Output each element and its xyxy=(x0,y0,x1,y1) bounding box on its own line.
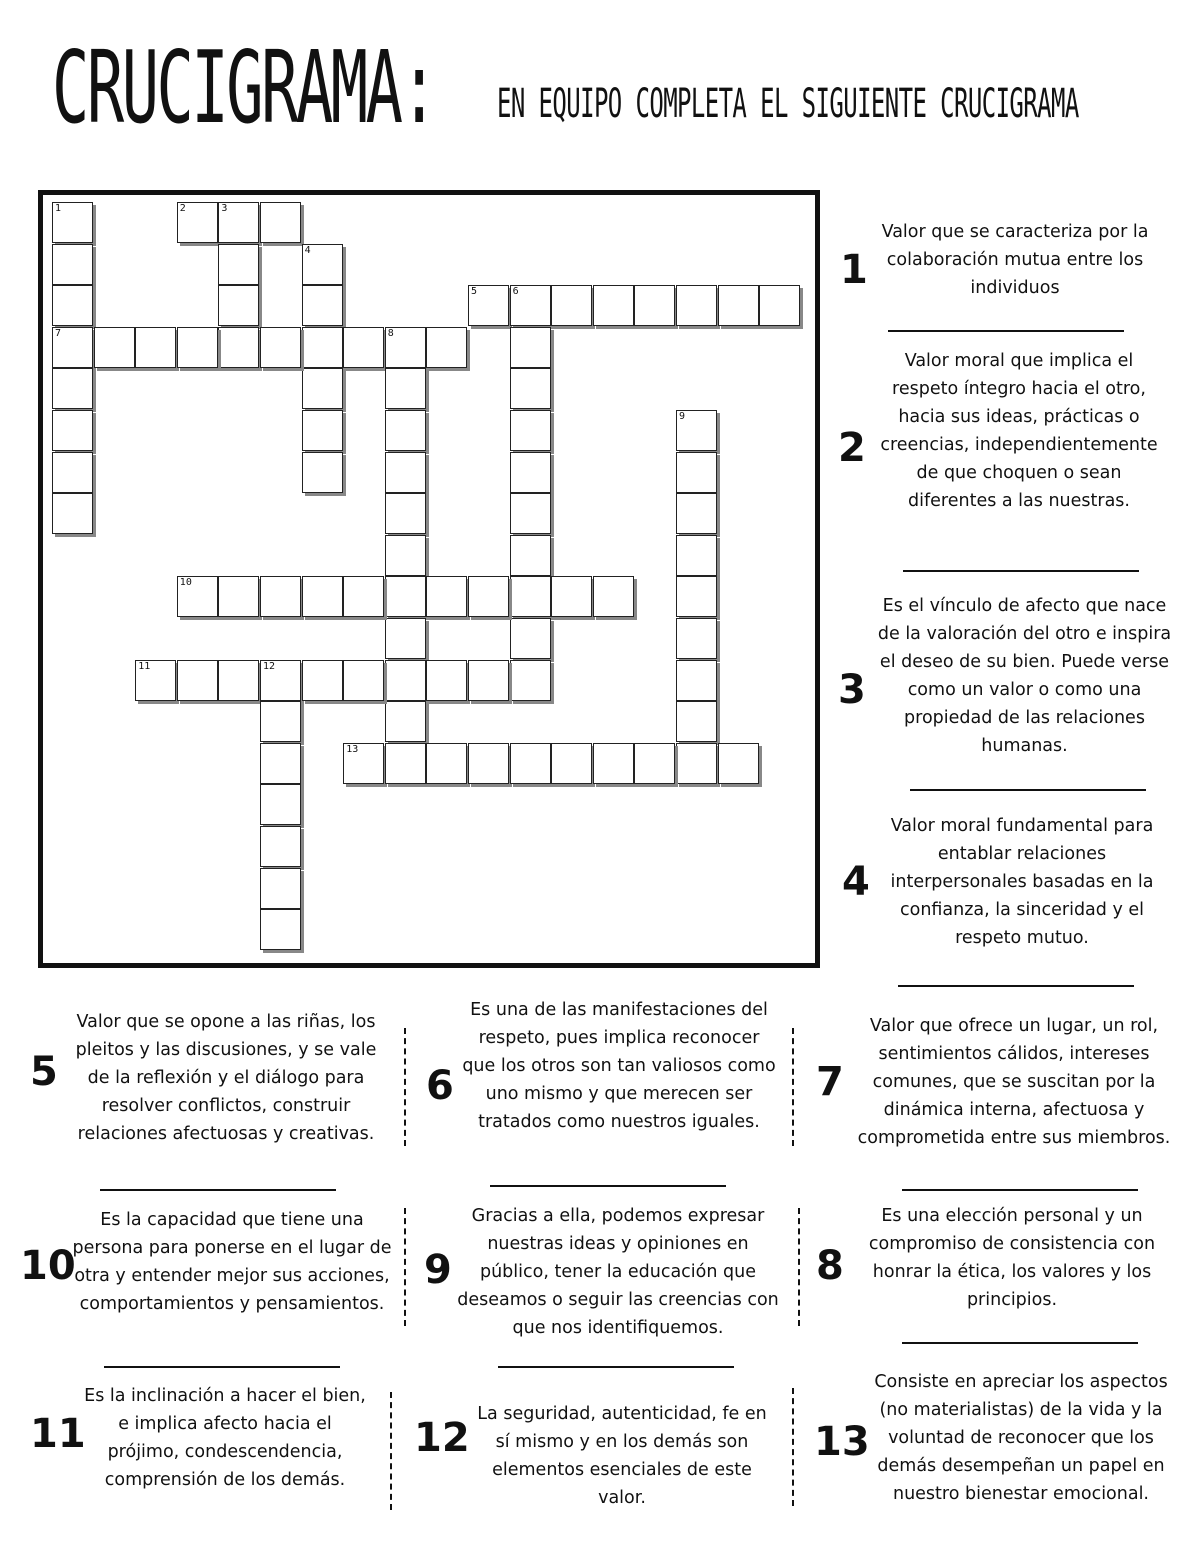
crossword-cell[interactable] xyxy=(343,327,384,368)
crossword-cell[interactable] xyxy=(218,202,259,243)
clue-number: 3 xyxy=(838,667,866,713)
clue-text: Valor moral fundamental para entablar relaciones interpersonales basadas en la confianza, la sinceridad y el respeto mutuo. xyxy=(890,816,1154,948)
crossword-cell[interactable] xyxy=(385,327,426,368)
crossword-cell[interactable] xyxy=(468,285,509,326)
crossword-cell[interactable] xyxy=(676,410,717,451)
crossword-cell[interactable] xyxy=(218,576,259,617)
crossword-cell[interactable] xyxy=(551,285,592,326)
crossword-cell[interactable] xyxy=(343,660,384,701)
crossword-cell[interactable] xyxy=(177,202,218,243)
crossword-cell[interactable] xyxy=(510,743,551,784)
clue-text: Es la capacidad que tiene una persona para ponerse en el lugar de otra y entender mejor sus acciones, comportamientos y pensamientos. xyxy=(72,1210,392,1314)
crossword-cell[interactable] xyxy=(676,618,717,659)
crossword-cell[interactable] xyxy=(52,493,93,534)
crossword-cell[interactable] xyxy=(52,410,93,451)
cell-number: 11 xyxy=(138,660,151,672)
answer-line[interactable] xyxy=(498,1366,734,1368)
crossword-cell[interactable] xyxy=(260,327,301,368)
clue-number: 9 xyxy=(424,1247,452,1293)
crossword-cell[interactable] xyxy=(385,701,426,742)
divider xyxy=(798,1208,800,1326)
clue-number: 13 xyxy=(814,1419,870,1465)
crossword-cell[interactable] xyxy=(510,618,551,659)
crossword-cell[interactable] xyxy=(260,576,301,617)
crossword-cell[interactable] xyxy=(302,452,343,493)
crossword-cell[interactable] xyxy=(385,743,426,784)
answer-line[interactable] xyxy=(902,1189,1138,1191)
crossword-cell[interactable] xyxy=(510,285,551,326)
crossword-cell[interactable] xyxy=(385,535,426,576)
divider xyxy=(404,1028,406,1146)
clue-number: 11 xyxy=(30,1411,86,1457)
crossword-cell[interactable] xyxy=(676,743,717,784)
clue-text: La seguridad, autenticidad, fe en sí mismo y en los demás son elementos esenciales de este valor. xyxy=(477,1404,767,1508)
crossword-cell[interactable] xyxy=(218,660,259,701)
crossword-cell[interactable] xyxy=(135,327,176,368)
answer-line[interactable] xyxy=(910,789,1146,791)
crossword-cell[interactable] xyxy=(593,576,634,617)
divider xyxy=(792,1388,794,1506)
crossword-cell[interactable] xyxy=(510,660,551,701)
crossword-cell[interactable] xyxy=(52,368,93,409)
crossword-cell[interactable] xyxy=(385,410,426,451)
cell-number: 10 xyxy=(179,577,192,589)
clue-text: Valor que ofrece un lugar, un rol, sentimientos cálidos, intereses comunes, que se suscitan por la dinámica interna, afectuosa y comprometida entre sus miembros. xyxy=(857,1016,1171,1148)
crossword-cell[interactable] xyxy=(676,535,717,576)
crossword-cell[interactable] xyxy=(676,285,717,326)
crossword-cell[interactable] xyxy=(634,285,675,326)
crossword-cell[interactable] xyxy=(218,244,259,285)
clue-text: Valor que se caracteriza por la colaboración mutua entre los individuos xyxy=(881,222,1149,298)
page-title: CRUCIGRAMA: xyxy=(52,29,436,146)
crossword-cell[interactable] xyxy=(385,452,426,493)
crossword-cell[interactable] xyxy=(302,285,343,326)
clue-number: 7 xyxy=(816,1059,844,1105)
crossword-cell[interactable] xyxy=(260,701,301,742)
crossword-cell[interactable] xyxy=(385,576,426,617)
answer-line[interactable] xyxy=(898,985,1134,987)
cell-number: 8 xyxy=(387,327,394,339)
answer-line[interactable] xyxy=(104,1366,340,1368)
clue-number: 4 xyxy=(842,859,870,905)
crossword-cell[interactable] xyxy=(302,410,343,451)
answer-line[interactable] xyxy=(100,1189,336,1191)
clue-number: 2 xyxy=(838,425,866,471)
crossword-cell[interactable] xyxy=(676,452,717,493)
divider xyxy=(404,1208,406,1326)
clue-number: 12 xyxy=(414,1415,470,1461)
clue-text: Gracias a ella, podemos expresar nuestras ideas y opiniones en público, tener la educación que deseamos o seguir las creencias con que nos identifiquemos. xyxy=(457,1206,779,1338)
crossword-cell[interactable] xyxy=(302,368,343,409)
crossword-cell[interactable] xyxy=(718,285,759,326)
crossword-cell[interactable] xyxy=(759,285,800,326)
clue-number: 1 xyxy=(840,247,868,293)
crossword-cell[interactable] xyxy=(94,327,135,368)
cell-number: 5 xyxy=(471,286,478,298)
crossword-cell[interactable] xyxy=(510,327,551,368)
crossword-cell[interactable] xyxy=(177,660,218,701)
crossword-cell[interactable] xyxy=(426,660,467,701)
crossword-cell[interactable] xyxy=(385,493,426,534)
cell-number: 12 xyxy=(263,660,276,672)
crossword-cell[interactable] xyxy=(260,868,301,909)
crossword-cell[interactable] xyxy=(385,660,426,701)
cell-number: 7 xyxy=(55,327,62,339)
cell-number: 4 xyxy=(304,244,311,256)
crossword-cell[interactable] xyxy=(343,743,384,784)
crossword-cell[interactable] xyxy=(510,410,551,451)
crossword-cell[interactable] xyxy=(52,202,93,243)
divider xyxy=(390,1392,392,1510)
crossword-cell[interactable] xyxy=(676,660,717,701)
clue-text: Es una de las manifestaciones del respeto, pues implica reconocer que los otros son tan valiosos como uno mismo y que merecen ser tratados como nuestros iguales. xyxy=(462,1000,776,1132)
crossword-cell[interactable] xyxy=(468,660,509,701)
cell-number: 6 xyxy=(512,286,519,298)
crossword-cell[interactable] xyxy=(510,493,551,534)
answer-line[interactable] xyxy=(888,330,1124,332)
crossword-cell[interactable] xyxy=(218,327,259,368)
clue-number: 8 xyxy=(816,1243,844,1289)
cell-number: 9 xyxy=(679,411,686,422)
crossword-cell[interactable] xyxy=(593,743,634,784)
crossword-cell[interactable] xyxy=(302,327,343,368)
crossword-cell[interactable] xyxy=(177,327,218,368)
crossword-cell[interactable] xyxy=(551,576,592,617)
crossword-cell[interactable] xyxy=(177,576,218,617)
crossword-cell[interactable] xyxy=(260,660,301,701)
cell-number: 3 xyxy=(221,203,228,214)
clue-text: Es el vínculo de afecto que nace de la valoración del otro e inspira el deseo de su bien. Puede verse como un valor o como una propiedad de las relaciones humanas. xyxy=(877,596,1172,756)
cell-number: 13 xyxy=(346,743,359,755)
answer-line[interactable] xyxy=(902,1342,1138,1344)
crossword-cell[interactable] xyxy=(593,285,634,326)
crossword-cell[interactable] xyxy=(260,784,301,825)
crossword-cell[interactable] xyxy=(510,576,551,617)
crossword-cell[interactable] xyxy=(510,368,551,409)
crossword-cell[interactable] xyxy=(260,826,301,867)
crossword-cell[interactable] xyxy=(260,743,301,784)
crossword-cell[interactable] xyxy=(468,743,509,784)
crossword-cell[interactable] xyxy=(260,202,301,243)
clue-number: 5 xyxy=(30,1049,58,1095)
clue-text: Es una elección personal y un compromiso de consistencia con honrar la ética, los valores y los principios. xyxy=(868,1206,1156,1310)
crossword-cell[interactable] xyxy=(426,576,467,617)
clue-text: Valor que se opone a las riñas, los pleitos y las discusiones, y se vale de la reflexión y el diálogo para resolver conflictos, construir relaciones afectuosas y creativas. xyxy=(75,1012,377,1144)
crossword-cell[interactable] xyxy=(676,576,717,617)
clue-text: Es la inclinación a hacer el bien, e implica afecto hacia el prójimo, condescendencia, comprensión de los demás. xyxy=(84,1386,366,1490)
crossword-cell[interactable] xyxy=(52,327,93,368)
crossword-cell[interactable] xyxy=(302,244,343,285)
cell-number: 2 xyxy=(179,203,186,214)
crossword-cell[interactable] xyxy=(510,452,551,493)
crossword-cell[interactable] xyxy=(426,743,467,784)
crossword-cell[interactable] xyxy=(218,285,259,326)
crossword-cell[interactable] xyxy=(676,701,717,742)
divider xyxy=(792,1028,794,1146)
clue-text: Valor moral que implica el respeto íntegro hacia el otro, hacia sus ideas, prácticas o creencias, independientemente de que choquen o sean diferentes a las nuestras. xyxy=(880,351,1158,511)
crossword-cell[interactable] xyxy=(302,576,343,617)
answer-line[interactable] xyxy=(903,570,1139,572)
crossword-cell[interactable] xyxy=(52,285,93,326)
answer-line[interactable] xyxy=(490,1185,726,1187)
page-subtitle: EN EQUIPO COMPLETA EL SIGUIENTE CRUCIGRAMA xyxy=(497,81,1079,127)
crossword-cell[interactable] xyxy=(510,535,551,576)
crossword-cell[interactable] xyxy=(52,244,93,285)
crossword-cell[interactable] xyxy=(385,618,426,659)
clue-number: 10 xyxy=(20,1243,76,1289)
clue-number: 6 xyxy=(426,1063,454,1109)
crossword-cell[interactable] xyxy=(468,576,509,617)
crossword-cell[interactable] xyxy=(634,743,675,784)
cell-number: 1 xyxy=(55,203,62,214)
crossword-cell[interactable] xyxy=(343,576,384,617)
crossword-cell[interactable] xyxy=(260,909,301,950)
crossword-cell[interactable] xyxy=(718,743,759,784)
crossword-cell[interactable] xyxy=(135,660,176,701)
crossword-cell[interactable] xyxy=(551,743,592,784)
crossword-cell[interactable] xyxy=(385,368,426,409)
crossword-cell[interactable] xyxy=(52,452,93,493)
crossword-cell[interactable] xyxy=(676,493,717,534)
crossword-cell[interactable] xyxy=(426,327,467,368)
crossword-cell[interactable] xyxy=(302,660,343,701)
clue-text: Consiste en apreciar los aspectos (no materialistas) de la vida y la voluntad de reconocer que los demás desempeñan un papel en nuestro bienestar emocional. xyxy=(874,1372,1168,1504)
